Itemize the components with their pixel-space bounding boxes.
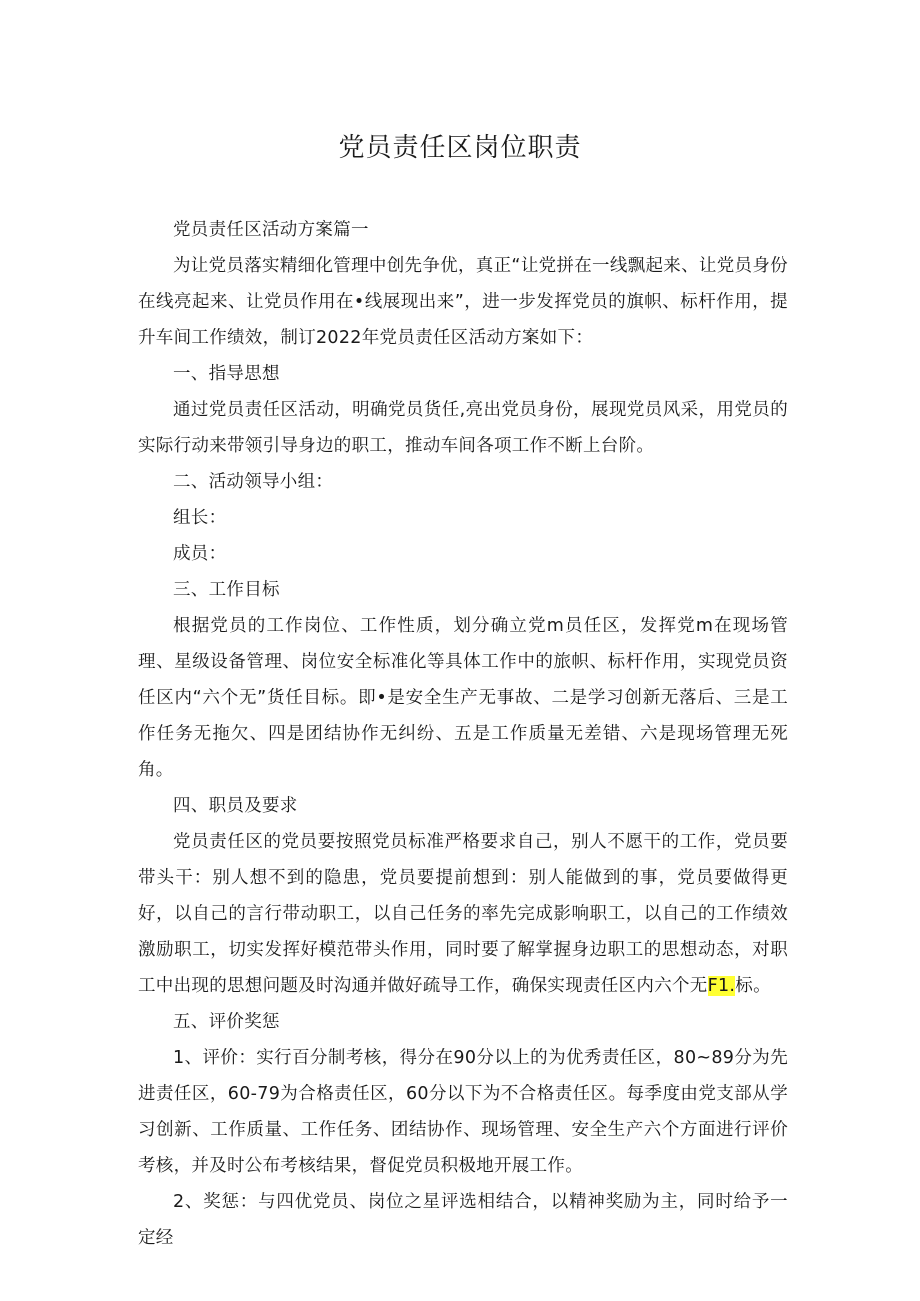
paragraph-intro	[138, 248, 788, 356]
paragraph-text: 通过党员责任区活动，明确党员货任,亮出党员身份，展现党员风采，用党员的实际行动来带领引导身边的职工，推动车间各项工作不断上台阶。	[138, 400, 788, 456]
paragraph-group-members	[138, 536, 788, 572]
document-body	[138, 212, 788, 1256]
paragraph-text: 成员：	[173, 544, 227, 564]
paragraph-text: 一、指导思想	[173, 364, 280, 384]
paragraph-text: 1、评价：实行百分制考核，得分在90分以上的为优秀责任区，80~89分为先进责任区，60-79为合格责任区，60分以下为不合格责任区。每季度由党支部从学习创新、工作质量、工作任务、团结协作、现场管理、安全生产六个方面进行评价考核，并及时公布考核结果，督促党员积极地开展工作。	[138, 1048, 788, 1176]
section-heading-duties	[138, 788, 788, 824]
paragraph-text: 2、奖惩：与四优党员、岗位之星评选相结合，以精神奖励为主，同时给予一定经	[138, 1192, 788, 1248]
section-heading-work-goals	[138, 572, 788, 608]
paragraph-text: 四、职员及要求	[173, 796, 298, 816]
section-heading-leadership-group	[138, 464, 788, 500]
paragraph-work-goals	[138, 608, 788, 788]
paragraph-text: 组长：	[173, 508, 227, 528]
paragraph-text: 根据党员的工作岗位、工作性质，划分确立党m员任区，发挥党m在现场管理、星级设备管理、岗位安全标准化等具体工作中的旅帜、标杆作用，实现党员资任区内“六个无”货任目标。即•是安全生产无事故、二是学习创新无落后、三是工作任务无拖欠、四是团结协作无纠纷、五是工作质量无差错、六是现场管理无死角。	[138, 616, 788, 780]
paragraph-text: 为让党员落实精细化管理中创先争优，真正“让党拼在一线飘起来、让党员身份在线亮起来、让党员作用在•线展现出来”，进一步发挥党员的旗帜、标杆作用，提升车间工作绩效，制订2022年党员责任区活动方案如下：	[138, 256, 788, 348]
paragraph-text: 五、评价奖惩	[173, 1012, 280, 1032]
paragraph-duties	[138, 824, 788, 1004]
paragraph-guiding-thought	[138, 392, 788, 464]
paragraph-text: 三、工作目标	[173, 580, 280, 600]
document-title: 党员责任区岗位职责	[338, 133, 582, 163]
paragraph-heading-plan	[138, 212, 788, 248]
section-heading-evaluation	[138, 1004, 788, 1040]
paragraph-text: 标。	[735, 976, 771, 996]
paragraph-text: 党员责任区活动方案篇一	[173, 220, 369, 240]
paragraph-rewards	[138, 1184, 788, 1256]
paragraph-evaluation	[138, 1040, 788, 1184]
highlighted-text: F1.	[707, 976, 736, 996]
paragraph-text: 二、活动领导小组：	[173, 472, 334, 492]
paragraph-text: 党员责任区的党员要按照党员标准严格要求自己，别人不愿干的工作，党员要带头干：别人想不到的隐患，党员要提前想到：别人能做到的事，党员要做得更好，以自己的言行带动职工，以自己任务的率先完成影响职工，以自己的工作绩效激励职工，切实发挥好模范带头作用，同时要了解掌握身边职工的思想动态，对职工中出现的思想问题及时沟通并做好疏导工作，确保实现责任区内六个无	[138, 832, 788, 996]
section-heading-guiding-thought	[138, 356, 788, 392]
paragraph-group-leader	[138, 500, 788, 536]
